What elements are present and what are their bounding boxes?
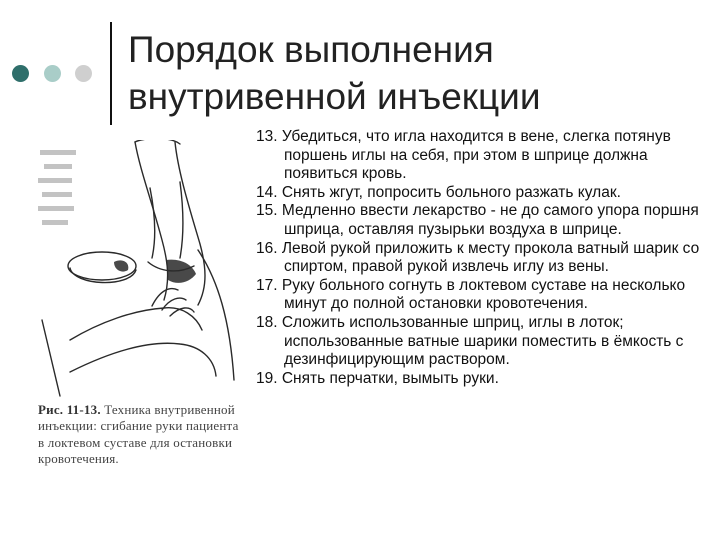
step-item-14: 14. Снять жгут, попросить больного разжать кулак. [256,183,621,201]
step-item-15: 15. Медленно ввести лекарство - не до самого упора поршня шприца, оставляя пузырьки воздуха в шприце. [256,202,699,238]
title-line-2: внутривенной инъекции [128,76,541,117]
step-item-16: 16. Левой рукой приложить к месту прокола ватный шарик со спиртом, правой рукой извлечь иглу из вены. [256,239,700,276]
figure-caption [38,402,248,468]
injection-illustration [30,140,245,398]
step-item-19: 19. Снять перчатки, вымыть руки. [256,369,499,387]
step-item-13: 13. Убедиться, что игла находится в вене, слегка потянув поршень иглы на себя, при этом в шприце должна появиться кровь. [256,128,671,183]
decor-dot-light [44,65,61,82]
slide-title [128,26,688,120]
decor-dot-gray [75,65,92,82]
figure-caption-label: Рис. 11-13. [38,402,101,417]
title-line-1: Порядок выполнения [128,29,494,70]
figure-caption-text: Техника внутривенной инъекции: сгибание руки пациента в локтевом суставе для остановки кровотечения. [38,402,239,467]
step-item-17: 17. Руку больного согнуть в локтевом суставе на несколько минут до полной остановки кровотечения. [256,276,686,313]
decor-dot-dark [12,65,29,82]
step-item-18: 18. Сложить использованные шприц, иглы в лоток; использованные ватные шарики поместить в ёмкость с дезинфицирующим раствором. [256,313,684,369]
title-divider [110,22,112,125]
steps-list [256,128,711,388]
